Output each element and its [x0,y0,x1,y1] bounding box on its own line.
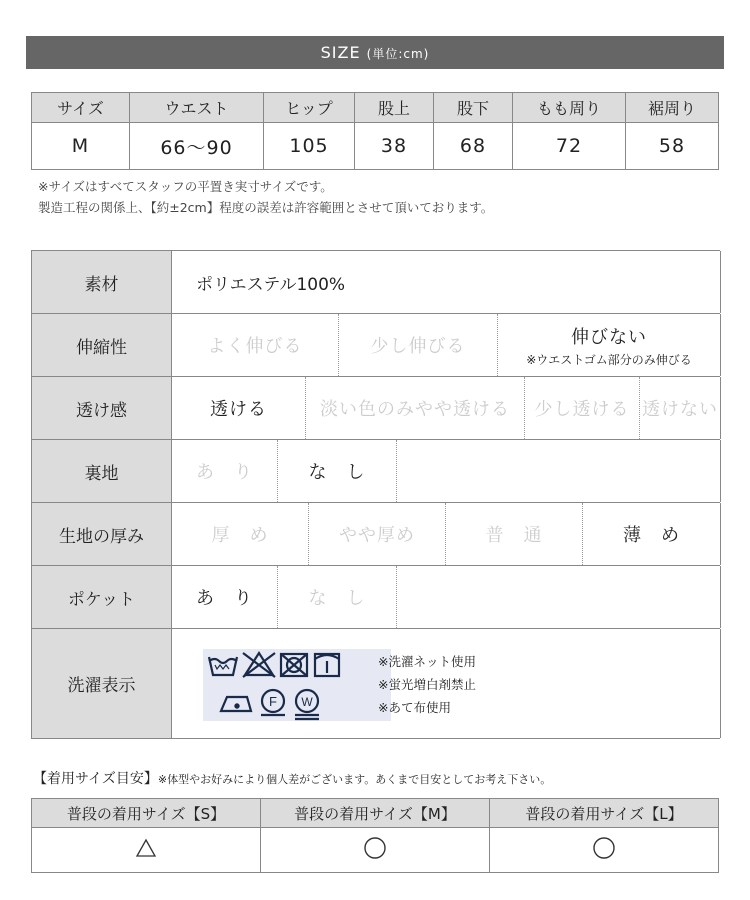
row-sheer [32,377,720,440]
row-stretch [32,314,720,377]
value-hip: 105 [264,123,355,170]
wet-clean-w-icon [295,690,319,719]
circle-icon [592,836,616,860]
guide-mark-l [489,828,718,873]
header-waist: ウエスト [130,93,264,123]
material-label: 素材 [32,251,172,313]
wash-note-cloth: ※あて布使用 [378,700,451,715]
value-hem: 58 [626,123,719,170]
lining-label: 裏地 [32,440,172,502]
stretch-option-high: よく伸びる [172,314,339,376]
header-inseam: 股下 [434,93,513,123]
pocket-option-yes: あ り [172,566,278,628]
sheer-option-sheer: 透ける [172,377,306,439]
wash-tub-icon [209,657,237,675]
guide-header-m: 普段の着用サイズ【M】 [260,799,489,828]
banner-title: SIZE [320,43,361,62]
lining-option-yes: あ り [172,440,278,502]
sheer-option-none: 透けない [642,399,718,420]
row-lining [32,440,720,503]
circle-icon [363,836,387,860]
header-size: サイズ [32,93,130,123]
thickness-option-thin: 薄 め [623,525,680,546]
stretch-option-none [498,314,720,376]
svg-text:W: W [301,695,313,709]
row-washing [32,629,720,739]
care-label-image [203,649,391,721]
guide-heading: 【着用サイズ目安】 [33,771,158,787]
guide-header-l: 普段の着用サイズ【L】 [489,799,718,828]
guide-mark-m [260,828,489,873]
stretch-selected-text: 伸びない [571,326,647,348]
wash-note-bleach: ※蛍光増白剤禁止 [378,677,476,692]
guide-table [31,798,719,873]
guide-mark-row [32,828,719,873]
care-symbols [203,649,391,721]
sheer-option-light: 淡い色のみやや透ける [306,377,525,439]
thickness-label: 生地の厚み [32,503,172,565]
row-thickness [32,503,720,566]
wash-note-net: ※洗濯ネット使用 [378,654,476,669]
guide-title [33,768,551,788]
thickness-option-thick: 厚 め [172,503,309,565]
sheer-label: 透け感 [32,377,172,439]
lining-option-no: な し [278,440,397,502]
material-value: ポリエステル100% [196,274,346,295]
stretch-label: 伸縮性 [32,314,172,376]
svg-text:F: F [269,694,277,709]
triangle-icon [135,838,157,858]
guide-header-row [32,799,719,828]
washing-notes [378,650,476,719]
value-size: M [32,123,130,170]
size-header-row [32,93,719,123]
spec-table [31,250,720,739]
size-note-2: 製造工程の関係上、【約±2cm】程度の誤差は許容範囲とさせて頂いております。 [38,200,494,215]
header-hem: 裾周り [626,93,719,123]
guide-mark-s [32,828,261,873]
value-rise: 38 [355,123,434,170]
thickness-option-slightly-thick: やや厚め [309,503,446,565]
size-banner [26,36,724,69]
value-inseam: 68 [434,123,513,170]
dry-clean-f-icon [261,690,285,715]
sheer-option-slight: 少し透ける [525,377,640,439]
line-dry-icon [315,654,339,676]
thickness-option-normal: 普 通 [446,503,583,565]
guide-note: ※体型やお好みにより個人差がございます。あくまで目安としてお考え下さい。 [157,773,552,786]
pocket-label: ポケット [32,566,172,628]
value-waist: 66〜90 [130,123,264,170]
no-tumble-dry-icon [281,654,307,676]
banner-unit: (単位:cm) [366,47,430,61]
guide-header-s: 普段の着用サイズ【S】 [32,799,261,828]
no-bleach-icon [243,653,275,677]
row-pocket [32,566,720,629]
header-hip: ヒップ [264,93,355,123]
size-note-1: ※サイズはすべてスタッフの平置き実寸サイズです。 [38,179,333,194]
size-table [31,92,719,170]
size-value-row [32,123,719,170]
header-thigh: もも周り [513,93,626,123]
stretch-option-some: 少し伸びる [339,314,498,376]
pocket-option-no: な し [278,566,397,628]
washing-label: 洗濯表示 [32,629,172,738]
iron-icon [221,697,251,711]
row-material [32,251,720,314]
stretch-sub-note: ※ウエストゴム部分のみ伸びる [526,352,692,367]
header-rise: 股上 [355,93,434,123]
value-thigh: 72 [513,123,626,170]
